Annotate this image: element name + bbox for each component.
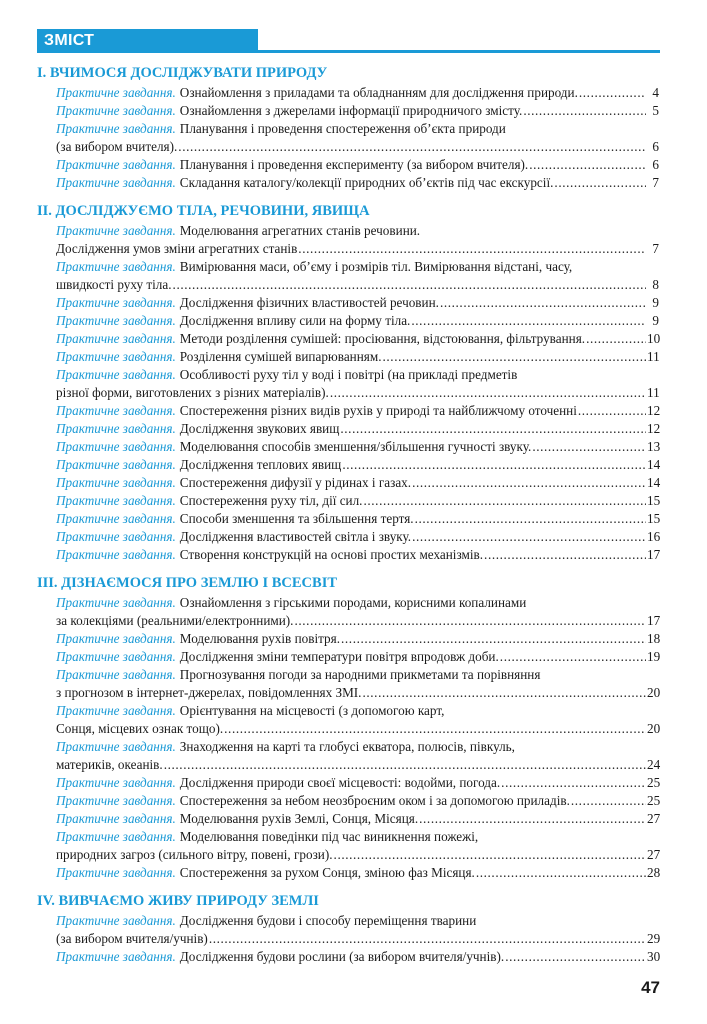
toc-entry[interactable]: [37, 294, 659, 312]
toc-entry[interactable]: [37, 666, 659, 702]
entry-kind-label: Практичне завдання.: [56, 403, 176, 418]
entry-page-number: 20: [647, 685, 661, 700]
entry-kind-label: Практичне завдання.: [56, 595, 176, 610]
toc-entry[interactable]: [37, 156, 659, 174]
toc-entry[interactable]: [37, 366, 659, 402]
entry-kind-label: Практичне завдання.: [56, 421, 176, 436]
entry-kind-label: Практичне завдання.: [56, 649, 176, 664]
toc-entry-line: [56, 594, 659, 612]
entry-page-number: 15: [647, 511, 661, 526]
dot-leader: [383, 348, 647, 366]
toc-entry-line: [56, 102, 659, 120]
entry-text: Моделювання поведінки під час виникнення пожежі,: [179, 829, 479, 844]
toc-entry[interactable]: [37, 510, 659, 528]
dot-leader: [178, 138, 646, 156]
toc-entry[interactable]: [37, 420, 659, 438]
entry-kind-label: Практичне завдання.: [56, 703, 176, 718]
entry-page-number: 20: [647, 721, 661, 736]
entry-page-number: 5: [652, 103, 659, 118]
entry-kind-label: Практичне завдання.: [56, 775, 176, 790]
entry-text: Планування і проведення спостереження об’єкта природи: [179, 121, 506, 136]
section-title: ІІІ. ДІЗНАЄМОСЯ ПРО ЗЕМЛЮ І ВСЕСВІТ: [37, 575, 338, 591]
entry-text: різної форми, виготовлених з різних матеріалів).: [56, 385, 329, 400]
toc-entry-line: [56, 138, 659, 156]
entry-text: Ознайомлення з гірськими породами, корисними копалинами: [179, 595, 527, 610]
toc-entry-line: [56, 666, 659, 684]
dot-leader: [578, 402, 646, 420]
dot-leader: [330, 384, 646, 402]
entry-kind-label: Практичне завдання.: [56, 529, 176, 544]
entry-text: Спостереження за небом неозброєним оком і за допомогою приладів.: [179, 793, 570, 808]
toc-entry-line: [56, 156, 659, 174]
toc-entry-line: [56, 864, 659, 882]
entry-kind-label: Практичне завдання.: [56, 631, 176, 646]
entry-page-number: 9: [652, 295, 659, 310]
entry-text: Особливості руху тіл у воді і повітрі (на прикладі предметів: [179, 367, 518, 382]
toc-entry[interactable]: [37, 330, 659, 348]
toc-entry-line: [56, 174, 659, 192]
entry-kind-label: Практичне завдання.: [56, 667, 176, 682]
entry-text: Дослідження звукових явищ: [179, 421, 340, 436]
toc-entry-line: [56, 312, 659, 330]
toc-entry-line: [56, 366, 659, 384]
entry-kind-label: Практичне завдання.: [56, 811, 176, 826]
dot-leader: [484, 546, 646, 564]
entry-page-number: 4: [652, 85, 659, 100]
dot-leader: [500, 648, 646, 666]
toc-entry-line: [56, 648, 659, 666]
toc-entry-line: [56, 930, 659, 948]
dot-leader: [476, 864, 646, 882]
entry-page-number: 10: [647, 331, 661, 346]
toc-entry-line: [56, 912, 659, 930]
entry-text: Ознайомлення з джерелами інформації природничого змісту.: [179, 103, 523, 118]
dot-leader: [294, 612, 646, 630]
toc-entry[interactable]: [37, 738, 659, 774]
entry-text: (за вибором вчителя).: [56, 139, 178, 154]
table-of-contents: [37, 62, 659, 966]
entry-kind-label: Практичне завдання.: [56, 865, 176, 880]
entry-kind-label: Практичне завдання.: [56, 457, 176, 472]
toc-entry-line: [56, 630, 659, 648]
toc-entry-line: [56, 756, 659, 774]
dot-leader: [411, 312, 646, 330]
toc-entry-line: [56, 402, 659, 420]
page-number: 47: [641, 978, 660, 997]
entry-text: Розділення сумішей випарюванням.: [179, 349, 382, 364]
toc-section: [37, 892, 659, 966]
entry-kind-label: Практичне завдання.: [56, 313, 176, 328]
entry-text: Моделювання рухів повітря.: [179, 631, 341, 646]
header-rule: [258, 50, 660, 53]
toc-entry-line: [56, 348, 659, 366]
toc-entry-line: [56, 510, 659, 528]
toc-entry-line: [56, 612, 659, 630]
dot-leader: [419, 810, 646, 828]
entry-kind-label: Практичне завдання.: [56, 739, 176, 754]
dot-leader: [209, 930, 646, 948]
dot-leader: [224, 720, 646, 738]
entry-page-number: 15: [647, 493, 661, 508]
toc-entry[interactable]: [37, 594, 659, 630]
toc-entry-line: [56, 828, 659, 846]
entry-page-number: 14: [647, 475, 661, 490]
entry-text: Ознайомлення з приладами та обладнанням для дослідження природи.: [179, 85, 578, 100]
entry-text: Дослідження впливу сили на форму тіла.: [179, 313, 411, 328]
entry-page-number: 12: [647, 421, 661, 436]
dot-leader: [340, 420, 646, 438]
dot-leader: [363, 492, 646, 510]
entry-text: Створення конструкцій на основі простих механізмів.: [179, 547, 484, 562]
toc-entry-line: [56, 702, 659, 720]
entry-text: Спостереження за рухом Сонця, зміною фаз Місяця.: [179, 865, 475, 880]
entry-text: Спостереження дифузії у рідинах і газах.: [179, 475, 412, 490]
toc-entry-line: [56, 276, 659, 294]
entry-text: швидкості руху тіла.: [56, 277, 172, 292]
dot-leader: [586, 330, 646, 348]
toc-section: [37, 64, 659, 192]
entry-text: материків, океанів.: [56, 757, 163, 772]
entry-kind-label: Практичне завдання.: [56, 295, 176, 310]
entry-kind-label: Практичне завдання.: [56, 439, 176, 454]
entry-page-number: 11: [647, 349, 660, 364]
section-title: ІV. ВИВЧАЄМО ЖИВУ ПРИРОДУ ЗЕМЛІ: [37, 893, 319, 909]
entry-text: Дослідження фізичних властивостей речовин.: [179, 295, 439, 310]
entry-kind-label: Практичне завдання.: [56, 511, 176, 526]
toc-entry[interactable]: [37, 312, 659, 330]
entry-page-number: 19: [647, 649, 661, 664]
entry-kind-label: Практичне завдання.: [56, 157, 176, 172]
entry-page-number: 30: [647, 949, 661, 964]
dot-leader: [571, 792, 646, 810]
entry-kind-label: Практичне завдання.: [56, 121, 176, 136]
toc-entry-line: [56, 774, 659, 792]
dot-leader: [412, 474, 646, 492]
toc-section: [37, 574, 659, 882]
dot-leader: [529, 156, 646, 174]
toc-entry[interactable]: [37, 438, 659, 456]
toc-entry-line: [56, 456, 659, 474]
toc-entry-line: [56, 948, 659, 966]
toc-entry[interactable]: [37, 828, 659, 864]
dot-leader: [440, 294, 646, 312]
toc-entry-line: [56, 720, 659, 738]
toc-entry-line: [56, 438, 659, 456]
entry-text: Моделювання рухів Землі, Сонця, Місяця.: [179, 811, 419, 826]
entry-text: Знаходження на карті та глобусі екватора, полюсів, півкуль,: [179, 739, 515, 754]
entry-page-number: 8: [652, 277, 659, 292]
entry-page-number: 25: [647, 775, 661, 790]
entry-page-number: 11: [647, 385, 660, 400]
entry-kind-label: Практичне завдання.: [56, 331, 176, 346]
toc-entry-line: [56, 330, 659, 348]
entry-text: Планування і проведення експерименту (за вибором вчителя).: [179, 157, 529, 172]
page-title: ЗМІСТ: [44, 32, 95, 49]
entry-page-number: 17: [647, 547, 661, 562]
toc-entry[interactable]: [37, 348, 659, 366]
entry-text: Сонця, місцевих ознак тощо).: [56, 721, 224, 736]
toc-entry[interactable]: [37, 258, 659, 294]
toc-entry[interactable]: [37, 948, 659, 966]
entry-text: Дослідження будови і способу переміщення тварини: [179, 913, 477, 928]
entry-text: Орієнтування на місцевості (з допомогою карт,: [179, 703, 445, 718]
dot-leader: [579, 84, 646, 102]
entry-kind-label: Практичне завдання.: [56, 259, 176, 274]
entry-text: природних загроз (сильного вітру, повені, грози).: [56, 847, 333, 862]
toc-entry-line: [56, 846, 659, 864]
entry-text: Моделювання агрегатних станів речовини.: [179, 223, 421, 238]
entry-page-number: 27: [647, 811, 661, 826]
entry-page-number: 16: [647, 529, 661, 544]
entry-text: Моделювання способів зменшення/збільшення гучності звуку.: [179, 439, 532, 454]
entry-page-number: 28: [647, 865, 661, 880]
entry-kind-label: Практичне завдання.: [56, 85, 176, 100]
entry-page-number: 13: [647, 439, 661, 454]
toc-entry-line: [56, 84, 659, 102]
dot-leader: [298, 240, 646, 258]
toc-section: [37, 202, 659, 564]
section-title: І. ВЧИМОСЯ ДОСЛІДЖУВАТИ ПРИРОДУ: [37, 65, 328, 81]
entry-text: Способи зменшення та збільшення тертя.: [179, 511, 414, 526]
entry-page-number: 18: [647, 631, 661, 646]
dot-leader: [334, 846, 646, 864]
entry-text: Дослідження теплових явищ: [179, 457, 342, 472]
entry-kind-label: Практичне завдання.: [56, 493, 176, 508]
entry-text: Складання каталогу/колекції природних об’єктів під час екскурсії.: [179, 175, 554, 190]
toc-entry[interactable]: [37, 474, 659, 492]
entry-kind-label: Практичне завдання.: [56, 103, 176, 118]
toc-entry[interactable]: [37, 630, 659, 648]
entry-page-number: 17: [647, 613, 661, 628]
entry-page-number: 29: [647, 931, 661, 946]
toc-entry-line: [56, 474, 659, 492]
toc-entry[interactable]: [37, 546, 659, 564]
entry-page-number: 25: [647, 793, 661, 808]
dot-leader: [415, 510, 646, 528]
entry-page-number: 7: [652, 241, 659, 256]
entry-text: Спостереження руху тіл, дії сил.: [179, 493, 363, 508]
entry-page-number: 12: [647, 403, 661, 418]
toc-entry-line: [56, 294, 659, 312]
toc-entry-line: [56, 258, 659, 276]
entry-page-number: 9: [652, 313, 659, 328]
dot-leader: [342, 456, 646, 474]
toc-entry[interactable]: [37, 222, 659, 258]
entry-page-number: 6: [652, 139, 659, 154]
entry-text: за колекціями (реальними/електронними).: [56, 613, 294, 628]
toc-entry[interactable]: [37, 648, 659, 666]
entry-text: Дослідження будови рослини (за вибором вчителя/учнів).: [179, 949, 505, 964]
entry-text: Дослідження природи своєї місцевості: водойми, погода.: [179, 775, 501, 790]
entry-text: (за вибором вчителя/учнів): [56, 931, 208, 946]
toc-entry-line: [56, 492, 659, 510]
entry-page-number: 6: [652, 157, 659, 172]
toc-entry-line: [56, 240, 659, 258]
dot-leader: [362, 684, 646, 702]
dot-leader: [554, 174, 646, 192]
toc-entry[interactable]: [37, 864, 659, 882]
entry-kind-label: Практичне завдання.: [56, 223, 176, 238]
toc-entry-line: [56, 222, 659, 240]
toc-entry[interactable]: [37, 774, 659, 792]
toc-entry-line: [56, 120, 659, 138]
dot-leader: [412, 528, 646, 546]
entry-page-number: 27: [647, 847, 661, 862]
toc-entry[interactable]: [37, 912, 659, 948]
entry-kind-label: Практичне завдання.: [56, 949, 176, 964]
toc-entry[interactable]: [37, 810, 659, 828]
dot-leader: [505, 948, 646, 966]
entry-text: Методи розділення сумішей: просіювання, відстоювання, фільтрування.: [179, 331, 586, 346]
entry-kind-label: Практичне завдання.: [56, 547, 176, 562]
entry-text: Дослідження зміни температури повітря впродовж доби.: [179, 649, 499, 664]
entry-text: Дослідження умов зміни агрегатних станів: [56, 241, 298, 256]
toc-entry[interactable]: [37, 702, 659, 738]
dot-leader: [164, 756, 646, 774]
toc-entry-line: [56, 792, 659, 810]
toc-entry[interactable]: [37, 174, 659, 192]
section-title: ІІ. ДОСЛІДЖУЄМО ТІЛА, РЕЧОВИНИ, ЯВИЩА: [37, 203, 370, 219]
toc-entry-line: [56, 810, 659, 828]
toc-entry-line: [56, 528, 659, 546]
entry-kind-label: Практичне завдання.: [56, 913, 176, 928]
entry-text: Дослідження властивостей світла і звуку.: [179, 529, 412, 544]
toc-entry-line: [56, 546, 659, 564]
toc-entry[interactable]: [37, 492, 659, 510]
toc-entry[interactable]: [37, 84, 659, 102]
dot-leader: [501, 774, 646, 792]
toc-entry-line: [56, 420, 659, 438]
toc-entry-line: [56, 684, 659, 702]
toc-entry-line: [56, 384, 659, 402]
entry-page-number: 7: [652, 175, 659, 190]
entry-kind-label: Практичне завдання.: [56, 475, 176, 490]
dot-leader: [532, 438, 646, 456]
toc-entry[interactable]: [37, 102, 659, 120]
entry-text: Вимірювання маси, об’єму і розмірів тіл. Вимірювання відстані, часу,: [179, 259, 573, 274]
dot-leader: [341, 630, 646, 648]
entry-text: Прогнозування погоди за народними прикметами та порівняння: [179, 667, 541, 682]
toc-entry[interactable]: [37, 528, 659, 546]
entry-kind-label: Практичне завдання.: [56, 829, 176, 844]
entry-text: Спостереження різних видів рухів у природі та найближчому оточенні: [179, 403, 577, 418]
toc-entry[interactable]: [37, 120, 659, 156]
entry-kind-label: Практичне завдання.: [56, 367, 176, 382]
dot-leader: [173, 276, 646, 294]
entry-page-number: 14: [647, 457, 661, 472]
toc-entry-line: [56, 738, 659, 756]
entry-page-number: 24: [647, 757, 661, 772]
dot-leader: [523, 102, 646, 120]
toc-entry[interactable]: [37, 456, 659, 474]
entry-kind-label: Практичне завдання.: [56, 793, 176, 808]
entry-kind-label: Практичне завдання.: [56, 175, 176, 190]
toc-entry[interactable]: [37, 792, 659, 810]
entry-text: з прогнозом в інтернет-джерелах, повідомленнях ЗМІ.: [56, 685, 362, 700]
entry-kind-label: Практичне завдання.: [56, 349, 176, 364]
toc-entry[interactable]: [37, 402, 659, 420]
